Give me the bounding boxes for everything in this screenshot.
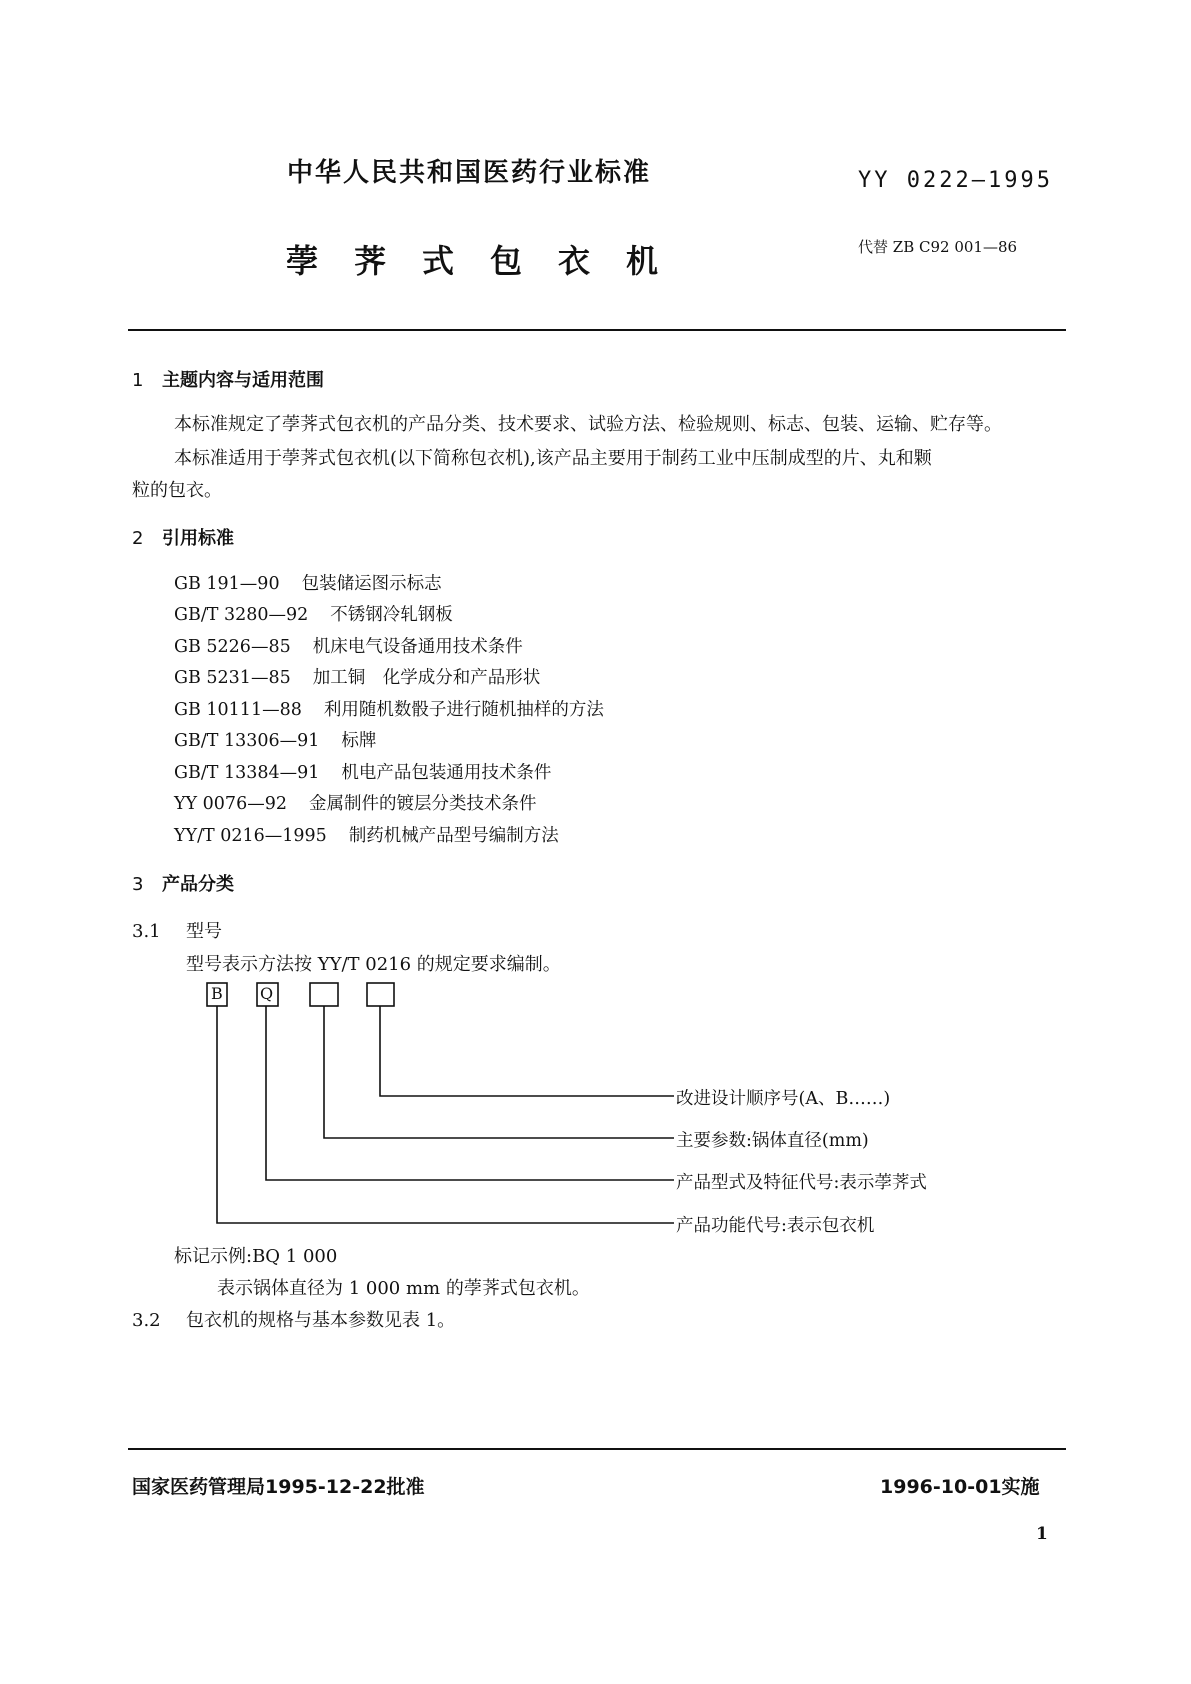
- reference-name: 加工铜 化学成分和产品形状: [312, 668, 541, 688]
- section-2-title: 引用标准: [162, 528, 234, 549]
- leader-line-revision: [380, 1006, 674, 1096]
- standard-number: YY 0222—1995: [858, 168, 1053, 193]
- section-1-paragraph-2-line-2: 粒的包衣。: [132, 480, 222, 501]
- model-box-param: [310, 983, 338, 1006]
- leader-line-type: [266, 1006, 674, 1180]
- approval-line: 国家医药管理局1995-12-22批准: [132, 1476, 425, 1498]
- section-3-2-number: 3.2: [132, 1310, 161, 1331]
- reference-name: 不锈钢冷轧钢板: [330, 605, 453, 625]
- marking-example-label: 标记示例:BQ 1 000: [174, 1246, 338, 1267]
- leader-line-function: [217, 1006, 674, 1223]
- reference-code: GB/T 13306—91: [174, 731, 320, 751]
- footer-rule: [128, 1448, 1066, 1450]
- reference-code: GB/T 13384—91: [174, 763, 320, 783]
- reference-name: 利用随机数骰子进行随机抽样的方法: [323, 700, 604, 720]
- legend-function-code: 产品功能代号:表示包衣机: [676, 1216, 875, 1236]
- reference-name: 机床电气设备通用技术条件: [312, 637, 523, 657]
- section-3-1-text: 型号表示方法按 YY/T 0216 的规定要求编制。: [186, 954, 561, 975]
- legend-revision: 改进设计顺序号(A、B……): [676, 1089, 891, 1109]
- replaces-standard: 代替 ZB C92 001—86: [858, 238, 1018, 256]
- legend-main-parameter: 主要参数:锅体直径(mm): [676, 1131, 869, 1151]
- section-3-2-text: 包衣机的规格与基本参数见表 1。: [186, 1310, 456, 1331]
- leader-line-param: [324, 1006, 674, 1138]
- issuing-body-title: 中华人民共和国医药行业标准: [287, 158, 652, 188]
- section-3-1-number: 3.1: [132, 921, 161, 942]
- implementation-date: 1996-10-01实施: [880, 1476, 1040, 1498]
- reference-code: GB 5231—85: [174, 668, 291, 688]
- section-3-1-title: 型号: [186, 921, 222, 942]
- reference-name: 包装储运图示标志: [301, 574, 442, 594]
- reference-code: GB 10111—88: [174, 700, 302, 720]
- reference-name: 金属制件的镀层分类技术条件: [308, 794, 537, 814]
- model-box-revision: [367, 983, 394, 1006]
- reference-code: YY 0076—92: [174, 794, 287, 814]
- section-1-number: 1: [132, 370, 144, 391]
- reference-name: 制药机械产品型号编制方法: [348, 826, 559, 846]
- model-box-q-letter: Q: [260, 984, 274, 1003]
- section-1-title: 主题内容与适用范围: [162, 370, 324, 391]
- page-number: 1: [1036, 1524, 1048, 1544]
- section-1-paragraph-2-line-1: 本标准适用于荸荠式包衣机(以下简称包衣机),该产品主要用于制药工业中压制成型的片、丸和颗: [174, 448, 932, 469]
- section-1-paragraph-1: 本标准规定了荸荠式包衣机的产品分类、技术要求、试验方法、检验规则、标志、包装、运输、贮存等。: [174, 414, 1002, 435]
- reference-code: GB/T 3280—92: [174, 605, 309, 625]
- section-2-number: 2: [132, 528, 144, 549]
- reference-code: YY/T 0216—1995: [174, 826, 327, 846]
- model-box-b-letter: B: [211, 984, 223, 1003]
- section-3-title: 产品分类: [162, 874, 234, 895]
- reference-code: GB 5226—85: [174, 637, 291, 657]
- reference-code: GB 191—90: [174, 574, 280, 594]
- reference-name: 机电产品包装通用技术条件: [341, 763, 552, 783]
- legend-type-code: 产品型式及特征代号:表示荸荠式: [676, 1173, 927, 1193]
- reference-name: 标牌: [341, 731, 377, 751]
- section-3-2: [132, 1306, 455, 1332]
- marking-example-text: 表示锅体直径为 1 000 mm 的荸荠式包衣机。: [217, 1278, 590, 1299]
- document-title: 荸荠式包衣机: [286, 242, 695, 280]
- section-3-number: 3: [132, 874, 144, 895]
